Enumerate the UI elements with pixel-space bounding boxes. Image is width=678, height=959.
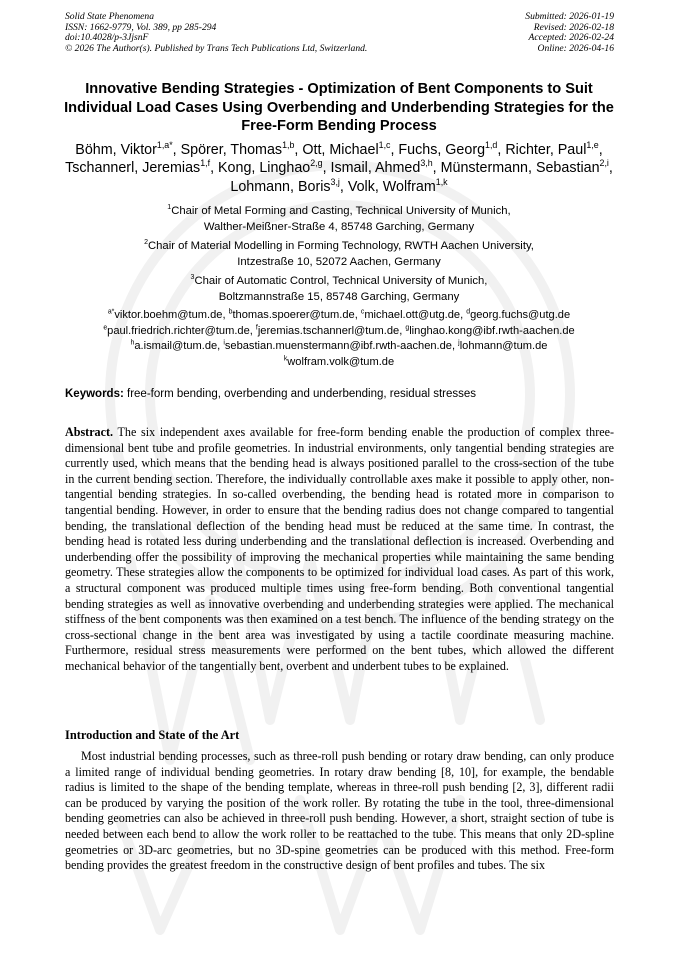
abstract-text: The six independent axes available for free-form bending enable the production of complex three-dimensional bent tube and profile geometries. In industrial environments, only tangential bending strategies are currently used, which means that the bending head is always positioned parallel to the cross-section of the tube in the current bending section. Therefore, the individually controllable axes make it possible to apply other, non-tangential bending strategies. In so-called overbending, the bending head is rotated more in comparison to tangential bending. However, in order to ensure that the bending radius does not change compared to tangential bending, the translational deflection of the bending head must be reduced at the same time. In contrast, the bending head is rotated less during underbending and the translational deflection is increased. Overbending and underbending offer the possibility of improving the mechanical properties while maintaining the same bending geometry. These strategies allow the components to be optimized for individual load cases. As part of this work, a structural component was produced multiple times using free-form bending. Both conventional tangential bending strategies as well as innovative overbending and underbending strategies were applied. The mechanical stiffness of the bent components was then examined on a test bench. The influence of the bending strategy on the cross-sectional change in the bent area was investigated by using a tactile coordinate measuring machine. Furthermore, residual stress measurements were performed on the bent tubes, which allowed the different mechanical behavior of the tangentially bent, overbent and underbent tubes to be explained. bbox=[65, 425, 614, 673]
affiliation-line: Chair of Automatic Control, Technical University of Munich, bbox=[194, 275, 488, 287]
journal-name: Solid State Phenomena bbox=[65, 11, 154, 22]
email-mark: c bbox=[360, 308, 365, 316]
email-mark: b bbox=[228, 308, 233, 316]
intro-paragraph: Most industrial bending processes, such as three-roll push bending or rotary draw bending, can only produce a limited range of individual bending geometries. In rotary draw bending [8, 10], for example, the bendable radius is limited to the shape of the bending template, whereas in three-roll push bending [2, 3], different radii can be produced by varying the position of the work roller. By rotating the tube in the tool, three-dimensional bending geometries can also be achieved in three-roll push bending. However, a short, straight section of tube is needed between each bend to allow the work roller to be reattached to the tube. This means that only 2D-spline geometries or 3D-arc geometries, but no 3D-spine geometries can be produced with this method. Free-form bending provides the greatest freedom in the constructive design of bent profiles and tubes. The six bbox=[65, 749, 614, 873]
email-address[interactable]: linghao.kong@ibf.rwth-aachen.de bbox=[409, 324, 575, 337]
journal-header-left bbox=[65, 12, 367, 54]
email-mark: i bbox=[223, 339, 225, 347]
email-address[interactable]: wolfram.volk@tum.de bbox=[287, 355, 395, 368]
author-affiliation-mark: 1,c bbox=[378, 140, 391, 151]
affiliation-line: Chair of Metal Forming and Casting, Technical University of Munich, bbox=[171, 205, 511, 217]
author-affiliation-mark: 3,j bbox=[330, 177, 340, 188]
affiliation-address: Intzestraße 10, 52072 Aachen, Germany bbox=[237, 255, 441, 268]
author-affiliation-mark: 1,k bbox=[435, 177, 448, 188]
journal-header-right bbox=[525, 12, 614, 54]
abstract-label: Abstract. bbox=[65, 425, 114, 439]
email-mark: f bbox=[255, 323, 258, 331]
author-affiliation-mark: 3,h bbox=[420, 158, 433, 169]
date-online: Online: 2026-04-16 bbox=[537, 42, 614, 54]
author-name: Ismail, Ahmed bbox=[330, 160, 421, 177]
author-affiliation-mark: 1,f bbox=[200, 158, 211, 169]
author-name: Spörer, Thomas bbox=[180, 142, 283, 158]
author-name: Fuchs, Georg bbox=[398, 142, 486, 158]
author-affiliation-mark: 1,d bbox=[485, 140, 498, 151]
author-affiliation-mark: 2,g bbox=[310, 158, 323, 169]
email-address[interactable]: a.ismail@tum.de bbox=[134, 340, 218, 353]
affiliation-line: Chair of Material Modelling in Forming Technology, RWTH Aachen University, bbox=[147, 240, 534, 252]
affiliation-2 bbox=[60, 239, 618, 270]
email-line bbox=[60, 355, 618, 371]
keywords-line bbox=[65, 388, 476, 400]
author-name: Münstermann, Sebastian bbox=[440, 160, 600, 177]
author-name: Lohmann, Boris bbox=[230, 178, 331, 195]
email-address[interactable]: georg.fuchs@utg.de bbox=[470, 309, 571, 321]
email-address[interactable]: paul.friedrich.richter@tum.de bbox=[107, 324, 250, 337]
date-submitted: Submitted: 2026-01-19 bbox=[525, 11, 614, 22]
author-list: Böhm, Viktor$^{1,a*}$, Spörer, Thomas$^{1,b}$, Ott, Michael$^{1,c}$, Fuchs, Georg$^{1,d}$, Richter, Paul$^{1,e}$, Tschannerl, Jeremias$^{1,f}$, Kong, Linghao$^{2,g}$, Ismail, Ahmed$^{3,h}$, Münstermann, Sebastian$^{2,i}$, Lohmann, Boris$^{3,j}$, Volk, Wolfram$^{1,k}$ bbox=[65, 140, 613, 195]
affiliation-number: 1 bbox=[167, 204, 172, 212]
author-emails bbox=[60, 308, 618, 370]
affiliation-number: 2 bbox=[144, 239, 148, 247]
date-revised: Revised: 2026-02-18 bbox=[533, 21, 614, 33]
author-name: Tschannerl, Jeremias bbox=[65, 160, 201, 177]
email-mark: e bbox=[103, 323, 108, 331]
email-address[interactable]: michael.ott@utg.de bbox=[364, 309, 461, 321]
date-accepted: Accepted: 2026-02-24 bbox=[528, 32, 614, 44]
author-name: Richter, Paul bbox=[505, 142, 587, 158]
email-address[interactable]: lohmann@tum.de bbox=[459, 340, 548, 353]
email-address[interactable]: viktor.boehm@tum.de bbox=[114, 309, 223, 321]
email-mark: d bbox=[466, 308, 471, 316]
email-mark: k bbox=[283, 355, 288, 363]
author-affiliation-mark: 1,a* bbox=[156, 140, 173, 151]
paper-title: Innovative Bending Strategies - Optimization of Bent Components to Suit Individual Load Cases Using Overbending and Underbending Strategies for the Free-Form Bending Process bbox=[64, 81, 614, 134]
author-name: Böhm, Viktor bbox=[75, 142, 157, 158]
author-name: Volk, Wolfram bbox=[347, 178, 436, 195]
affiliation-1 bbox=[60, 204, 618, 235]
affiliation-address: Boltzmannstraße 15, 85748 Garching, Germany bbox=[218, 290, 460, 303]
email-mark: g bbox=[405, 323, 410, 331]
email-line: $^{a*}$viktor.boehm@tum.de, $^b$thomas.spoerer@tum.de, $^c$michael.ott@utg.de, $^d$georg.fuchs@utg.de bbox=[107, 308, 571, 321]
email-mark: j bbox=[458, 339, 460, 347]
email-address[interactable]: thomas.spoerer@tum.de bbox=[232, 309, 355, 321]
email-mark: h bbox=[130, 339, 135, 347]
author-affiliation-mark: 2,i bbox=[599, 158, 609, 169]
affiliation-3 bbox=[60, 274, 618, 305]
affiliation-address: Walther-Meißner-Straße 4, 85748 Garching, Germany bbox=[203, 220, 475, 233]
author-affiliation-mark: 1,e bbox=[586, 140, 599, 151]
journal-issn: ISSN: 1662-9779, Vol. 389, pp 285-294 bbox=[65, 21, 217, 33]
email-address[interactable]: jeremias.tschannerl@tum.de bbox=[257, 324, 400, 337]
email-line: $^e$paul.friedrich.richter@tum.de, $^f$jeremias.tschannerl@tum.de, $^g$linghao.kong@ibf.rwth-aachen.de bbox=[103, 323, 575, 337]
keywords-text: free-form bending, overbending and underbending, residual stresses bbox=[127, 388, 477, 400]
abstract-paragraph bbox=[65, 425, 614, 675]
journal-doi: doi:10.4028/p-3JjsnF bbox=[65, 32, 149, 44]
email-line: $^h$a.ismail@tum.de, $^i$sebastian.muenstermann@ibf.rwth-aachen.de, $^j$lohmann@tum.de bbox=[130, 339, 548, 353]
email-mark: a* bbox=[107, 308, 115, 316]
affiliation-number: 3 bbox=[190, 274, 195, 282]
keywords-label: Keywords: bbox=[65, 388, 124, 400]
author-name: Ott, Michael bbox=[302, 142, 379, 158]
section-heading: Introduction and State of the Art bbox=[65, 728, 240, 742]
email-address[interactable]: sebastian.muenstermann@ibf.rwth-aachen.de bbox=[224, 340, 452, 353]
author-affiliation-mark: 1,b bbox=[282, 140, 295, 151]
copyright-notice: © 2026 The Author(s). Published by Trans Tech Publications Ltd, Switzerland. bbox=[65, 42, 368, 54]
author-name: Kong, Linghao bbox=[218, 160, 311, 177]
